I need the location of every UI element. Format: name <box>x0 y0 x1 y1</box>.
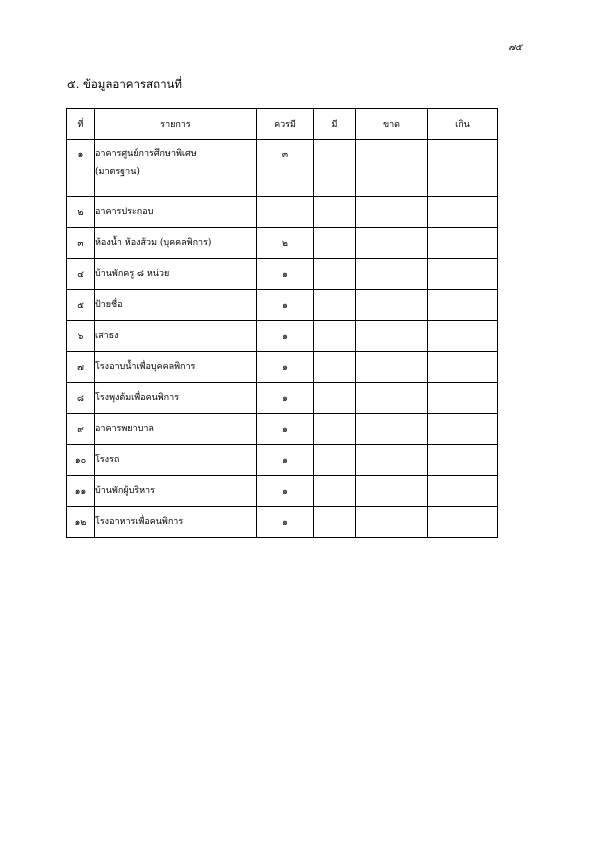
row-item <box>95 507 257 538</box>
facilities-table <box>66 108 498 538</box>
row-excess <box>428 140 498 197</box>
row-item-text: โรงอาหารเพื่อคนพิการ <box>95 517 184 527</box>
row-item <box>95 259 257 290</box>
row-excess <box>428 507 498 538</box>
table-body <box>67 140 498 538</box>
table-row <box>67 414 498 445</box>
row-item-text: เสาธง <box>95 331 119 341</box>
row-required: ๑ <box>257 259 314 290</box>
row-item <box>95 140 257 197</box>
row-have <box>314 259 356 290</box>
row-excess <box>428 476 498 507</box>
table-row <box>67 197 498 228</box>
row-have <box>314 445 356 476</box>
table-row <box>67 259 498 290</box>
table-row <box>67 321 498 352</box>
row-item <box>95 445 257 476</box>
row-excess <box>428 259 498 290</box>
row-lack <box>356 228 428 259</box>
row-have <box>314 197 356 228</box>
row-number: ๒ <box>67 197 95 228</box>
row-item-text: ป้ายชื่อ <box>95 300 123 310</box>
table-row <box>67 228 498 259</box>
row-excess <box>428 383 498 414</box>
header-no: ที่ <box>67 109 95 140</box>
row-required: ๑ <box>257 445 314 476</box>
row-excess <box>428 321 498 352</box>
row-item <box>95 352 257 383</box>
row-number: ๑๑ <box>67 476 95 507</box>
row-required: ๑ <box>257 507 314 538</box>
row-lack <box>356 414 428 445</box>
row-item-text: บ้านพักครู ๘ หน่วย <box>95 269 170 279</box>
row-number: ๓ <box>67 228 95 259</box>
row-excess <box>428 352 498 383</box>
row-item-text: อาคารศูนย์การศึกษาพิเศษ <box>95 149 197 159</box>
row-number: ๕ <box>67 290 95 321</box>
table-row <box>67 507 498 538</box>
row-item <box>95 476 257 507</box>
row-item-text: (มาตรฐาน) <box>95 167 140 177</box>
row-number: ๖ <box>67 321 95 352</box>
row-lack <box>356 197 428 228</box>
row-have <box>314 476 356 507</box>
header-required: ควรมี <box>257 109 314 140</box>
row-have <box>314 414 356 445</box>
row-required: ๑ <box>257 321 314 352</box>
row-number: ๔ <box>67 259 95 290</box>
header-lack: ขาด <box>356 109 428 140</box>
row-lack <box>356 445 428 476</box>
row-lack <box>356 140 428 197</box>
row-number: ๑๐ <box>67 445 95 476</box>
table-row <box>67 140 498 197</box>
row-have <box>314 228 356 259</box>
row-item <box>95 414 257 445</box>
row-required: ๑ <box>257 383 314 414</box>
row-item-text: โรงอาบน้ำเพื่อบุคคลพิการ <box>95 362 196 372</box>
row-item-text: บ้านพักผู้บริหาร <box>95 486 155 496</box>
row-have <box>314 290 356 321</box>
row-lack <box>356 507 428 538</box>
row-excess <box>428 197 498 228</box>
row-item-text: โรงพุงต้มเพื่อคนพิการ <box>95 393 180 403</box>
row-number: ๗ <box>67 352 95 383</box>
row-required: ๑ <box>257 414 314 445</box>
page-number: ๗๕ <box>508 43 522 53</box>
row-required: ๑ <box>257 476 314 507</box>
row-lack <box>356 321 428 352</box>
row-lack <box>356 290 428 321</box>
row-have <box>314 140 356 197</box>
row-required: ๓ <box>257 140 314 197</box>
row-required: ๒ <box>257 228 314 259</box>
row-number: ๘ <box>67 383 95 414</box>
row-item-text: อาคารประกอบ <box>95 207 154 217</box>
table-row <box>67 290 498 321</box>
header-have: มี <box>314 109 356 140</box>
row-item-text: อาคารพยาบาล <box>95 424 154 434</box>
row-lack <box>356 476 428 507</box>
section-title: ๕. ข้อมูลอาคารสถานที่ <box>67 77 182 91</box>
row-lack <box>356 352 428 383</box>
row-item <box>95 228 257 259</box>
table-row <box>67 383 498 414</box>
header-excess: เกิน <box>428 109 498 140</box>
row-number: ๑๒ <box>67 507 95 538</box>
row-lack <box>356 259 428 290</box>
row-item <box>95 290 257 321</box>
table-header-row <box>67 109 498 140</box>
row-number: ๙ <box>67 414 95 445</box>
row-have <box>314 352 356 383</box>
row-have <box>314 321 356 352</box>
row-item-text: โรงรถ <box>95 455 120 465</box>
row-item <box>95 321 257 352</box>
header-item: รายการ <box>95 109 257 140</box>
row-required <box>257 197 314 228</box>
row-item <box>95 383 257 414</box>
row-excess <box>428 414 498 445</box>
row-excess <box>428 290 498 321</box>
row-required: ๑ <box>257 352 314 383</box>
table-row <box>67 445 498 476</box>
row-have <box>314 507 356 538</box>
row-lack <box>356 383 428 414</box>
row-excess <box>428 445 498 476</box>
row-item-text: ห้องน้ำ ห้องส้วม (บุคคลพิการ) <box>95 238 212 248</box>
row-item <box>95 197 257 228</box>
row-number: ๑ <box>67 140 95 197</box>
row-excess <box>428 228 498 259</box>
row-required: ๑ <box>257 290 314 321</box>
row-have <box>314 383 356 414</box>
table-row <box>67 476 498 507</box>
table-row <box>67 352 498 383</box>
